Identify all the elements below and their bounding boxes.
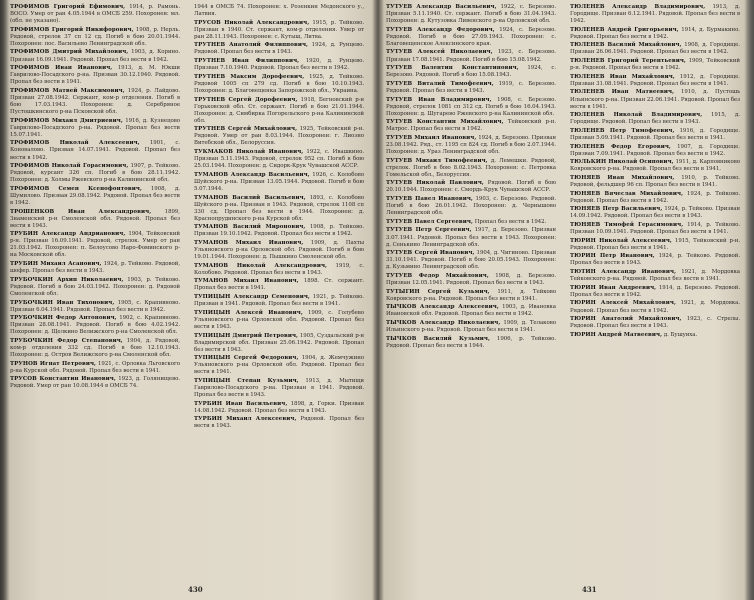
entry-text: 1903, д. Корино. Призван 16.09.1941. Рядовой. Пропал без вести в 1942.: [10, 49, 180, 63]
entry-name: ТУРБИН Иван Васильевич,: [194, 400, 288, 407]
memorial-entry: [10, 277, 180, 298]
memorial-entry: [194, 333, 364, 354]
entry-text: 1915, д. Городище. Рядовой. Пропал без вести в 1943.: [570, 112, 740, 126]
page-number-left: 430: [188, 585, 203, 594]
memorial-entry: [386, 180, 556, 194]
entry-text: 1924, р. Тейково. Рядовой, шофер. Пропал без вести в 1943.: [10, 261, 180, 275]
entry-name: ТУТУЕВ Алексей Николаевич,: [386, 49, 493, 56]
memorial-entry: [10, 163, 180, 184]
entry-text: 1924, с. Березово. Рядовой. Погиб в бою 27.09.1943. Похоронен: с. Благовещенское Алексинского края.: [386, 26, 556, 47]
entry-text: 1911, д. Карповниково Ковровского р-на. Рядовой. Пропал без вести в 1941.: [570, 159, 740, 173]
memorial-entry: [570, 191, 740, 205]
memorial-entry: [10, 361, 180, 375]
entry-name: ТУТУЕВ Петр Сергеевич,: [386, 227, 472, 234]
memorial-entry: [386, 304, 556, 318]
entry-text: 1903, р. Тейково. Рядовой. Погиб в бою 24.03.1942. Похоронен: д. Рядовой Смоленской обл.: [10, 276, 180, 297]
memorial-entry: [570, 253, 740, 267]
memorial-entry: [10, 376, 180, 390]
entry-text: 1920, д. Рунцево. Призван 7.10.1940. Рядовой. Пропал без вести в 1942.: [194, 58, 365, 72]
entry-text: 1916, д. Кузнецово Гаврилово-Посадского р-на. Рядовой. Пропал без вести 15.07.1941.: [10, 117, 180, 138]
memorial-entry: [194, 20, 364, 41]
entry-text: 1913, д. М. Юкши Гаврилово-Посадского р-на. Призван 30.12.1940. Рядовой. Пропал без вести в 1941.: [10, 65, 180, 86]
memorial-entry: [386, 158, 556, 179]
entry-text: 1924, р. Тейково. Рядовой. Пропал без вести в 1942.: [570, 190, 740, 204]
memorial-entry: [10, 49, 180, 63]
entry-text: 1905, Суздальский р-н Владимирской обл. Призван 25.06.1942. Рядовой. Пропал без вести в 1943.: [194, 332, 365, 353]
memorial-entry: [194, 416, 364, 430]
entry-name: ТЮРИН Алексей Михайлович,: [570, 300, 676, 307]
entry-name: ТЮЛЕНЕВ Григорий Терентьевич,: [570, 58, 686, 65]
memorial-entry: [194, 4, 364, 18]
entry-text: 1926, с. Колобово Шуйского р-на. Призван 13.05.1944. Рядовой. Погиб в бою 5.07.1944.: [194, 171, 364, 192]
entry-text: 1904, д. Чигиново. Призван 31.10.1941. Рядовой. Погиб в бою 20.05.1943. Похоронен: д. Кузьмино Ленинградской обл.: [386, 250, 557, 271]
memorial-entry: [194, 97, 364, 125]
entry-text: 1904, д. Жемчужино Ульяновского р-на Орловской обл. Рядовой. Пропал без вести в 1941.: [194, 355, 364, 376]
entry-text: 1909, д. Пахты Ульяновского р-на Орловской обл. Рядовой. Погиб в бою 19.01.1944. Похоронен: д. Пышкино Смоленской обл.: [194, 239, 364, 261]
memorial-entry: [386, 65, 556, 79]
entry-text: 1908, д. Шумилово. Призван 29.08.1942. Рядовой. Пропал без вести в 1942.: [10, 185, 180, 206]
memorial-entry: [194, 294, 364, 308]
entry-name: ТЮНЯЕВ Иван Михайлович,: [570, 174, 675, 181]
entry-text: 1901, с. Коновалово. Призван 14.07.1941. Рядовой. Пропал без вести в 1942.: [10, 140, 180, 161]
entry-name: ТУМАНОВ Василий Миронович,: [194, 224, 306, 231]
memorial-entry: [570, 42, 740, 56]
entry-text: 1914, р. Рамонь. ВОСО. Умер от ран 4.05.1944 в ОМСБ 259. Похоронен: мл. (обл. не указано).: [10, 4, 180, 25]
entry-name: ТРОФИМОВ Николай Горасимович,: [10, 163, 129, 170]
right-page-column-1: [386, 4, 556, 351]
memorial-entry: [10, 88, 180, 116]
memorial-entry: [386, 320, 556, 334]
memorial-entry: [570, 285, 740, 299]
entry-name: ТРУБИН Михаил Асанович,: [10, 261, 102, 268]
memorial-entry: [10, 140, 180, 161]
entry-text: д. Бушуиха.: [663, 331, 698, 338]
memorial-entry: [194, 58, 364, 72]
memorial-entry: [194, 74, 364, 95]
memorial-entry: [194, 172, 364, 193]
entry-name: ТЮНЯЕВ Петр Васильевич,: [570, 206, 663, 213]
entry-text: 1907, р. Тейково. Рядовой, курсант 326 сп. Погиб в бою 28.11.1942. Похоронен: д. Холмы Ржевского р-на Калининской обл.: [10, 163, 181, 184]
right-edge-shadow: [744, 0, 754, 600]
left-page-column-2: [194, 4, 364, 432]
memorial-entry: [570, 300, 740, 314]
entry-text: 1918, Бегновский р-н Горьковской обл. Ст. сержант. Погиб в бою 21.01.1944. Похоронен: д. Симбирка Погорельского р-на Калининской обл.: [194, 96, 364, 124]
entry-text: 1905, с. Крапивново. Призван 6.04.1941. Рядовой. Пропал без вести в 1942.: [10, 299, 181, 313]
entry-text: 1908, с. Березово. Рядовой, стрелок 1081 сп 312 сд. Погиб в бою 16.04.1943. Похоронен: д. Шугарево Ржевского р-на Калининской обл.: [386, 96, 557, 117]
memorial-entry: [386, 273, 556, 287]
memorial-entry: [194, 263, 364, 277]
entry-name: ТУМАНОВ Василий Васильевич,: [194, 194, 306, 201]
entry-text: 1921, р. Тейково. Призван в 1941. Рядовой. Пропал без вести в 1941.: [194, 294, 364, 308]
entry-text: 1925, Тейковский р-н. Рядовой. Умер от ран 8.03.1944. Похоронен: г. Лиозно Витебской обл., Белоруссия.: [194, 126, 364, 147]
entry-text: 1914, р. Тейково. Призван 10.09.1941. Рядовой. Пропал без вести в 1941.: [570, 222, 741, 236]
memorial-entry: [570, 269, 740, 283]
memorial-entry: [386, 250, 556, 271]
entry-name: ТУТУЕВ Павел Иванович,: [386, 196, 473, 203]
entry-name: ТЮРИН Петр Иванович,: [570, 253, 655, 260]
memorial-entry: [570, 175, 740, 189]
entry-name: ТЮЛЕНЕВ Василий Михайлович,: [570, 42, 682, 49]
memorial-entry: [194, 401, 364, 415]
memorial-entry: [194, 195, 364, 223]
entry-text: 1893, с. Колобово Шуйского р-на. Призван в 1943. Рядовой, стрелок 1108 сп 330 сд. Пропал без вести в 1944. Похоронен: д. Краснопрудинского р-на Курской обл.: [194, 194, 364, 222]
entry-text: 1902, с. Крапивново. Призван 28.08.1941. Рядовой. Погиб в бою 4.02.1942. Похоронен: д. Щелкино Велижского р-на Смоленской обл.: [10, 315, 181, 336]
entry-name: ТРУБИН Александр Андрианович,: [10, 231, 126, 238]
entry-text: 1915, р. Тейково. Призван в 1940. Ст. сержант, ком-р отделения. Умер от ран 28.11.1943. Похоронен: с. Кутыш, Литва.: [194, 19, 364, 40]
memorial-entry: [10, 231, 180, 259]
entry-name: ТУТУЕВ Константин Михайлович,: [386, 119, 504, 126]
entry-text: 1924, с. Березово. Рядовой. Погиб в бою 15.08.1943.: [386, 65, 557, 79]
memorial-entry: [386, 49, 556, 63]
memorial-entry: [10, 65, 180, 86]
entry-text: 1906, р. Тейково. Рядовой. Пропал без вести в 1944.: [386, 335, 556, 349]
entry-name: ТРОФИМОВ Николай Алексеевич,: [10, 140, 140, 147]
entry-name: ТЮРИН Андрей Матвеевич,: [570, 331, 663, 338]
entry-text: 1904, д. Рядовой, ком-р отделения 332 сд. Погиб в бою 12.10.1943. Похоронен: д. Остров Велижского р-на Смоленской обл.: [10, 337, 180, 359]
memorial-entry: [10, 209, 180, 230]
memorial-entry: [194, 378, 364, 399]
entry-name: ТРУНОВ Игнат Петрович,: [10, 360, 97, 367]
entry-text: 1898, д. Горки. Призван 14.08.1942. Рядовой. Пропал без вести в 1943.: [194, 400, 365, 414]
memorial-entry: [194, 355, 364, 376]
entry-text: 1908, д. Березово. Призван 12.05.1941. Рядовой. Пропал без вести в 1943.: [386, 272, 556, 286]
memorial-entry: [386, 119, 556, 133]
entry-name: ТУМАНОВ Николай Александрович,: [194, 262, 328, 269]
entry-name: ТУМАНОВ Михаил Иванович,: [194, 239, 304, 246]
entry-name: ТРУБОЧКИН Архип Николаевич,: [10, 276, 124, 283]
entry-text: Тейковский р-н. Матрос. Пропал без вести в 1942.: [386, 119, 556, 133]
entry-name: ТУПИЦЫН Сергей Федорович,: [194, 355, 299, 362]
entry-name: ТЮРИН Николай Алексеевич,: [570, 237, 672, 244]
entry-text: 1907, д. Городище. Призван 7.09.1941. Рядовой. Пропал без вести в 1942.: [570, 143, 740, 157]
memorial-entry: [10, 4, 180, 25]
entry-text: 1925, д. Тейково. Рядовой 1005 сп 279 сд. Погиб в бою 10.10.1943. Похоронен: д. Благовещенка Запорожской обл., Украина.: [194, 73, 364, 94]
memorial-entry: [570, 58, 740, 72]
memorial-entry: [570, 74, 740, 88]
entry-text: 1921, д. Мордовка Тейковского р-на. Рядовой. Пропал без вести в 1941.: [570, 269, 740, 283]
entry-text: 1923, с. Березово. Призван 17.08.1941. Рядовой. Погиб в бою 15.08.1942.: [386, 49, 556, 63]
entry-text: 1898. Ст. сержант. Пропал без вести в 1941.: [194, 278, 364, 292]
memorial-entry: [570, 89, 740, 110]
entry-text: 1913, д. Мытищи Гаврилово-Посадского р-на. Призван в 1941. Рядовой. Пропал без вести в 1943.: [194, 377, 364, 399]
entry-name: ТРУБОЧКИН Федор Степанович,: [10, 337, 123, 344]
memorial-entry: [386, 227, 556, 248]
entry-text: 1924, р. Тейково. Призван 14.09.1942. Рядовой. Пропал без вести в 1943.: [570, 206, 741, 220]
left-page: [8, 0, 374, 600]
entry-name: ТЮРИН Анатолий Михайлович,: [570, 316, 682, 323]
memorial-entry: [386, 81, 556, 95]
entry-name: ТРОФИМОВ Григорий Ефимович,: [10, 4, 126, 10]
entry-name: ТЮРИН Иван Андреевич,: [570, 284, 657, 291]
memorial-entry: [570, 332, 740, 339]
memorial-entry: [194, 149, 364, 170]
entry-name: ТУТУЕВ Павел Сергеевич,: [386, 218, 473, 225]
entry-text: 1914, д. Бурмакино. Рядовой. Пропал без вести в 1942.: [570, 26, 740, 40]
entry-name: ТЮЛЕНЕВ Иван Михайлович,: [570, 73, 675, 80]
entry-name: ТЮЛЬКИН Николай Осипович,: [570, 159, 674, 166]
entry-name: ТУПИЦЫН Дмитрий Петрович,: [194, 332, 299, 339]
entry-name: ТУПИЦЫН Алексей Иванович,: [194, 309, 303, 316]
memorial-entry: [10, 338, 180, 359]
entry-text: 1924, д. Березово. Призван 23.08.1942. Ряд., ст. 1195 сп 824 сд. Погиб в бою 2.07.1944. Похоронен: д. Ураз Ленинградской обл.: [386, 134, 556, 156]
memorial-entry: [570, 128, 740, 142]
entry-name: ТУТУЕВ Виталий Тимофеевич,: [386, 80, 494, 87]
entry-text: 1921, с. Орловка Льговского р-на Курской обл. Рядовой. Пропал без вести в 1941.: [10, 360, 180, 374]
entry-name: ТУТУЕВ Валентин Константинович,: [386, 65, 519, 72]
entry-text: 1924, р. Тейково. Рядовой. Пропал без вести в 1943.: [570, 253, 740, 267]
entry-name: ТРОШЕНКОВ Иван Александрович,: [10, 208, 152, 215]
entry-name: ТУТУЕВ Иван Владимирович,: [386, 96, 492, 103]
memorial-entry: [386, 196, 556, 217]
memorial-entry: [386, 97, 556, 118]
entry-name: ТЮЛЕНЕВ Федор Егорович,: [570, 143, 671, 150]
entry-text: д. Лемешки. Рядовой, стрелок. Погиб в бою 8.02.1943. Похоронен: с. Петровка Гомельской обл., Белоруссия.: [386, 157, 556, 178]
entry-text: Рядовой. Пропал без вести в 1943.: [194, 416, 364, 430]
entry-text: 1924, д. Рунцево. Рядовой. Пропал без вести в 1943.: [194, 42, 364, 56]
entry-name: ТРУБОЧКИН Федор Антонович,: [10, 315, 117, 322]
page-number-right: 431: [582, 585, 597, 594]
memorial-entry: [194, 310, 364, 331]
entry-text: Пропал без вести в 1942.: [474, 218, 547, 225]
right-page-column-2: [570, 4, 740, 340]
memorial-entry: [194, 240, 364, 261]
memorial-entry: [386, 219, 556, 226]
memorial-entry: [10, 300, 180, 314]
entry-text: 1915, Тейковский р-н. Рядовой. Пропал без вести в 1941.: [570, 237, 741, 251]
entry-name: ТУТУЕВ Александр Федорович,: [386, 26, 495, 33]
memorial-entry: [10, 118, 180, 139]
entry-name: ТРОФИМОВ Дмитрий Михайлович,: [10, 49, 129, 56]
entry-text: 1903, с. Березово. Рядовой. Погиб в бою 26.01.1942. Похоронен: д. Чернышово Ленинградской обл.: [386, 196, 556, 217]
entry-text: 1919, с. Колобово. Рядовой. Пропал без вести в 1943.: [194, 262, 364, 276]
entry-text: 1909, д. Телаково Ильинского р-на. Рядовой. Пропал без вести в 1941.: [386, 320, 556, 334]
entry-name: ТУТУЕВ Михаил Тимофеевич,: [386, 157, 488, 164]
entry-text: 1908, р. Нерль. Рядовой, стрелок 37 сп 12 сд. Погиб в бою 20.01.1944. Похоронен: пос. Васильево Ленинградской обл.: [10, 26, 180, 47]
entry-name: ТРОФИМОВ Матвей Максимович,: [10, 87, 125, 94]
memorial-entry: [386, 135, 556, 156]
entry-text: 1908, р. Тейково. Призван 19.10.1942. Рядовой. Пропал без вести в 1942.: [194, 224, 364, 238]
entry-text: 1909, Тейковский р-н. Рядовой. Пропал без вести в 1942.: [570, 58, 740, 72]
entry-text: 1916, д. Городище. Призван 5.09.1941. Рядовой. Пропал без вести в 1941.: [570, 127, 740, 141]
memorial-entry: [570, 4, 740, 25]
memorial-entry: [570, 159, 740, 173]
entry-text: 1919, с. Березово. Рядовой. Пропал без вести в 1943.: [386, 80, 556, 94]
memorial-entry: [386, 336, 556, 350]
entry-text: 1913, д. Городище. Призван 6.12.1941. Рядовой. Пропал без вести в 1942.: [570, 4, 740, 25]
entry-text: 1923, д. Голянищево. Рядовой. Умер от ран 10.08.1944 в ОМСБ 74.: [10, 376, 180, 390]
memorial-entry: [386, 4, 556, 25]
memorial-entry: [386, 289, 556, 303]
entry-name: ТУТУЕВ Федор Михайлович,: [386, 272, 489, 279]
entry-text: 1944 в ОМСБ 74. Похоронен: х. Розенкин Медонского у., Латвия.: [194, 4, 364, 18]
entry-text: 1923, с. Стрелы. Рядовой. Пропал без вести в 1943.: [570, 316, 741, 330]
memorial-entry: [10, 315, 180, 336]
entry-name: ТЮНЯЕВ Тимофей Герасимович,: [570, 222, 684, 229]
entry-text: 1924, р. Лайдово. Призван 27.08.1942. Сержант, ком-р отделения. Погиб в бою 17.03.1943. Похоронен: д. Серебряное Пустошкинского р-на Псковской обл.: [10, 87, 180, 116]
entry-name: ТРОФИМОВ Михаил Дмитриевич,: [10, 117, 123, 124]
entry-name: ТРУБОЧКИН Иван Тихонович,: [10, 299, 115, 306]
entry-name: ТЫЧКОВ Александр Алексеевич,: [386, 304, 499, 311]
entry-text: 1922, с. Ивашкино. Призван 5.11.1943. Рядовой, стрелок 952 сп. Погиб в бою 25.03.1944. Похоронен: д. Сидорк-Крук Чувашской АССР.: [194, 149, 364, 170]
entry-name: ТЮЛЕНЕВ Андрей Григорьевич,: [570, 26, 679, 33]
entry-name: ТУМАНОВ Михаил Иванович,: [194, 278, 299, 285]
entry-name: ТУТУЕВ Николай Павлович,: [386, 180, 484, 187]
entry-name: ТРУСОВ Константин Иванович,: [10, 376, 116, 383]
entry-name: ТУТУЕВ Сергей Иванович,: [386, 250, 475, 257]
entry-text: 1917, д. Березово. Призван 3.07.1941. Рядовой. Пропал без вести в 1943. Похоронен: д. Сенькино Ленинградской обл.: [386, 227, 557, 248]
memorial-entry: [194, 126, 364, 147]
entry-name: ТЫЧКОВ Василий Кузьмич,: [386, 335, 490, 342]
entry-text: 1904, Тейковский р-н. Призван 16.09.1941. Рядовой, стрелок. Умер от ран 21.03.1942. Похоронен: п. Белоусово Наро-Фоминского р-на Московской обл.: [10, 231, 180, 259]
entry-name: ТРОФИМОВ Иван Иванович,: [10, 65, 113, 72]
memorial-entry: [10, 186, 180, 207]
memorial-entry: [194, 278, 364, 292]
entry-name: ТЮНЯЕВ Вячеслав Михайлович,: [570, 190, 684, 197]
entry-text: 1903, д. Ивановка Ивановской обл. Рядовой. Пропал без вести в 1942.: [386, 304, 556, 318]
memorial-entry: [386, 27, 556, 48]
memorial-entry: [570, 222, 740, 236]
entry-name: ТРУТНЕВ Сергей Михайлович,: [194, 126, 298, 133]
memorial-entry: [570, 316, 740, 330]
entry-name: ТЮЛЕНЕВ Петр Тимофеевич,: [570, 127, 675, 134]
entry-name: ТУПИЦЫН Степан Кузьмич,: [194, 377, 299, 384]
entry-name: ТРУТНЕВ Максим Дорофеевич,: [194, 73, 305, 80]
entry-text: 1912, д. Городище. Призван 31.08.1941. Рядовой. Пропал без вести в 1941.: [570, 73, 740, 87]
entry-name: ТРУТНЕВ Анатолий Филиппович,: [194, 42, 309, 49]
entry-name: ТРУСОВ Николай Александрович,: [194, 19, 310, 26]
memorial-entry: [570, 112, 740, 126]
entry-name: ТУРБИН Михаил Алексеевич,: [194, 416, 297, 423]
memorial-entry: [570, 27, 740, 41]
entry-name: ТУТУЕВ Михаил Иванович,: [386, 134, 477, 141]
entry-text: 1899, Знаменский р-н Смоленской обл. Рядовой. Пропал без вести в 1943.: [10, 208, 180, 229]
entry-text: 1911, д. Тейково Ковровского р-на. Рядовой. Пропал без вести в 1941.: [386, 288, 556, 302]
memorial-entry: [194, 42, 364, 56]
entry-name: ТЮЛЕНЕВ Иван Матвеевич,: [570, 89, 675, 96]
memorial-entry: [570, 238, 740, 252]
right-page: [382, 0, 748, 600]
entry-text: 1910, д. Пустошь Ильинского р-на. Призван 22.06.1941. Рядовой. Пропал без вести в 1941.: [570, 89, 741, 110]
memorial-entry: [194, 224, 364, 238]
entry-name: ТУКМАКОВ Николай Иванович,: [194, 149, 304, 156]
memorial-entry: [10, 261, 180, 275]
entry-name: ТРОФИМОВ Григорий Никифорович,: [10, 26, 134, 33]
entry-name: ТЮЛЕНЕВ Александр Владимирович,: [570, 4, 706, 10]
memorial-entry: [570, 206, 740, 220]
entry-name: ТРОФИМОВ Семен Ксенофонтович,: [10, 185, 142, 192]
entry-name: ТРУТНЕВ Иван Филиппович,: [194, 58, 300, 65]
entry-text: 1922, с. Березово. Призван 5.11.1940. Ст. сержант. Погиб в бою 31.04.1943. Похоронен: д. Кутузовка Ливенского р-на Орловской обл.: [386, 4, 556, 25]
entry-name: ТУПИЦЫН Александр Семенович,: [194, 294, 310, 301]
entry-name: ТУМАНОВ Александр Васильевич,: [194, 171, 310, 178]
entry-name: ТУТУЕВ Александр Васильевич,: [386, 4, 497, 10]
entry-name: ТЮТИН Александр Иванович,: [570, 269, 677, 276]
entry-text: Рядовой. Погиб в бою 20.10.1944. Похоронен: с. Смордь-Крук Чувашской АССР.: [386, 180, 556, 194]
entry-text: 1910, р. Тейково. Рядовой, фельдшер 96 сп. Пропал без вести в 1941.: [570, 174, 740, 189]
left-page-column-1: [10, 4, 180, 392]
entry-name: ТЫЧКОВ Александр Николаевич,: [386, 320, 501, 327]
entry-name: ТРУТНЕВ Сергей Дорофеевич,: [194, 96, 298, 103]
entry-name: ТЮЛЕНЕВ Николай Владимирович,: [570, 112, 703, 119]
memorial-entry: [10, 27, 180, 48]
memorial-entry: [570, 144, 740, 158]
entry-text: 1914, д. Березово. Рядовой. Пропал без вести в 1942.: [570, 284, 740, 298]
entry-name: ТУТЫГИН Сергей Кузьмич,: [386, 288, 490, 295]
entry-text: 1921, д. Мордовка. Рядовой. Пропал без вести в 1942.: [570, 300, 740, 314]
entry-text: 1909, с. Голубево Ульяновского р-на Орловской обл. Рядовой. Пропал без вести в 1943.: [194, 309, 364, 330]
entry-text: 1908, д. Городище. Призван 26.06.1941. Рядовой. Пропал без вести в 1942.: [570, 42, 740, 56]
